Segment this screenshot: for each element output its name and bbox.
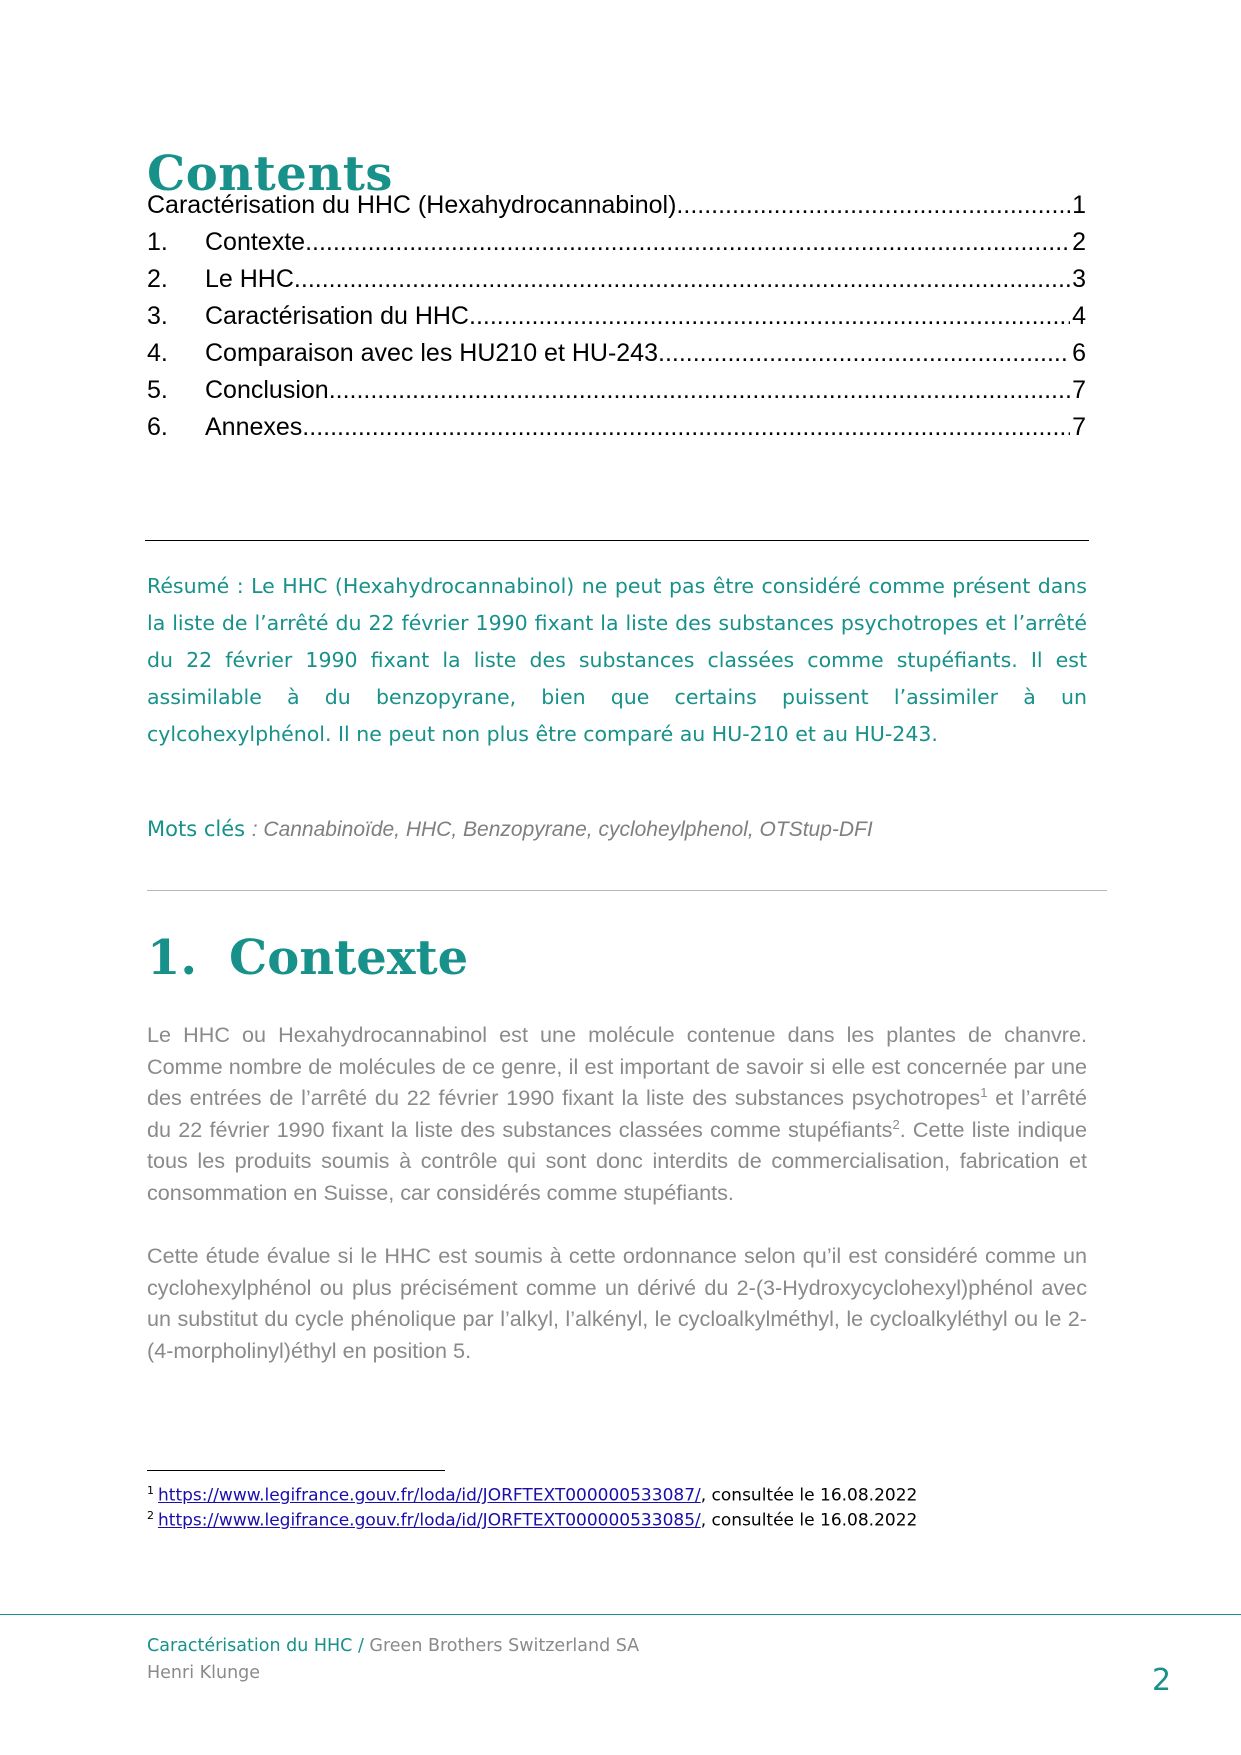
keywords-label: Mots clés	[147, 817, 252, 841]
footnote-link[interactable]: https://www.legifrance.gouv.fr/loda/id/JORFTEXT000000533087/	[158, 1485, 701, 1506]
footnote	[147, 1484, 917, 1506]
toc-leader-dots	[329, 376, 1070, 405]
summary-text: Le HHC (Hexahydrocannabinol) ne peut pas être considéré comme présent dans la liste de l’arrêté du 22 février 1990 fixant la liste des substances psychotropes et l’arrêté du 22 février 1990 fixant la liste des substances classées comme stupéfiants. Il est assimilable à du benzopyrane, bien que certains puissent l’assimiler à un cylcohexylphénol. Il ne peut non plus être comparé au HU-210 et au HU-243.	[147, 574, 1087, 746]
toc-entry-label: Annexes	[205, 413, 303, 441]
footnote-suffix: , consultée le 16.08.2022	[700, 1510, 918, 1531]
footnote-ref[interactable]: 2	[892, 1116, 900, 1132]
section-divider	[145, 540, 1089, 541]
toc-leader-dots	[658, 339, 1070, 368]
paragraph-text: et l’arrêté du 22 février 1990 fixant la liste des substances classées comme stupéfiants	[147, 1085, 1088, 1142]
toc-entry[interactable]	[147, 413, 1086, 450]
toc-entry-label: Le HHC	[205, 265, 294, 293]
toc-entry-page: 7	[1072, 376, 1086, 404]
footnote-suffix: , consultée le 16.08.2022	[700, 1485, 918, 1506]
keywords-colon: :	[251, 818, 264, 841]
toc-entry-number: 6.	[147, 413, 168, 441]
paragraph-text: . Cette liste indique tous les produits soumis à contrôle qui sont donc interdits de commercialisation, fabrication et consommation en Suisse, car considérés comme stupéfiants.	[147, 1116, 1087, 1205]
footnote-number: 1	[147, 1484, 154, 1497]
toc-leader-dots	[305, 228, 1070, 257]
toc-entry[interactable]	[147, 265, 1086, 302]
toc-entry[interactable]	[147, 302, 1086, 339]
toc-entry[interactable]	[147, 376, 1086, 413]
footer-divider	[0, 1614, 1241, 1615]
section-heading	[147, 930, 468, 986]
footnote-link[interactable]: https://www.legifrance.gouv.fr/loda/id/JORFTEXT000000533085/	[158, 1510, 701, 1531]
footnote	[147, 1509, 917, 1531]
toc-entry-number: 2.	[147, 265, 168, 293]
keywords-line	[147, 817, 873, 842]
toc-title: Contents	[147, 146, 393, 202]
toc-entry-label: Comparaison avec les HU210 et HU-243	[205, 339, 658, 367]
footnote-separator	[147, 1470, 445, 1471]
toc-entry-label: Contexte	[205, 228, 306, 256]
toc-leader-dots	[302, 413, 1070, 442]
paragraph-text: Le HHC ou Hexahydrocannabinol est une molécule contenue dans les plantes de chanvre. Comme nombre de molécules de ce genre, il est important de savoir si elle est concernée par une des entrées de l’arrêté du 22 février 1990 fixant la liste des substances psychotropes	[147, 1022, 1087, 1111]
summary-paragraph	[147, 568, 1087, 753]
toc-entry-page: 4	[1072, 302, 1086, 330]
section-number: 1.	[147, 930, 198, 986]
toc-entry-number: 4.	[147, 339, 168, 367]
section-title: Contexte	[229, 930, 469, 986]
section-divider	[147, 890, 1107, 891]
toc-entry-page: 6	[1072, 339, 1086, 367]
toc-entry-number: 5.	[147, 376, 168, 404]
toc-entry-label: Conclusion	[205, 376, 329, 404]
footer-author: Henri Klunge	[147, 1663, 261, 1683]
footnote-ref[interactable]: 1	[980, 1085, 988, 1100]
page-number: 2	[1152, 1663, 1172, 1698]
toc-entry[interactable]	[147, 228, 1086, 265]
keywords-values: Cannabinoïde, HHC, Benzopyrane, cycloheylphenol, OTStup-DFI	[263, 818, 873, 841]
toc-entry-number: 1.	[147, 228, 168, 256]
footer-title-line	[147, 1636, 639, 1656]
body-paragraph	[147, 1019, 1087, 1209]
toc-entry-label: Caractérisation du HHC (Hexahydrocannabinol)	[147, 191, 677, 219]
toc-entry-page: 3	[1072, 265, 1086, 293]
body-paragraph: Cette étude évalue si le HHC est soumis à cette ordonnance selon qu’il est considéré comme un cyclohexylphénol ou plus précisément comme un dérivé du 2-(3-Hydroxycyclohexyl)phénol avec un substitut du cycle phénolique par l’alkyl, l’alkényl, le cycloalkylméthyl, le cycloalkyléthyl ou le 2-(4-morpholinyl)éthyl en position 5.	[147, 1243, 1087, 1363]
toc-leader-dots	[294, 265, 1070, 294]
summary-label: Résumé :	[147, 574, 252, 598]
toc-entry[interactable]	[147, 339, 1086, 376]
footer-title: Caractérisation du HHC /	[147, 1636, 370, 1656]
toc-leader-dots	[676, 191, 1070, 220]
toc-entry-page: 2	[1072, 228, 1086, 256]
toc-entry-number: 3.	[147, 302, 168, 330]
toc-entry[interactable]	[147, 191, 1086, 228]
toc-entry-page: 7	[1072, 413, 1086, 441]
footer-company: Green Brothers Switzerland SA	[369, 1636, 640, 1656]
toc-leader-dots	[469, 302, 1070, 331]
footnote-number: 2	[147, 1509, 154, 1522]
toc-entry-page: 1	[1072, 191, 1086, 219]
toc-entry-label: Caractérisation du HHC	[205, 302, 469, 330]
